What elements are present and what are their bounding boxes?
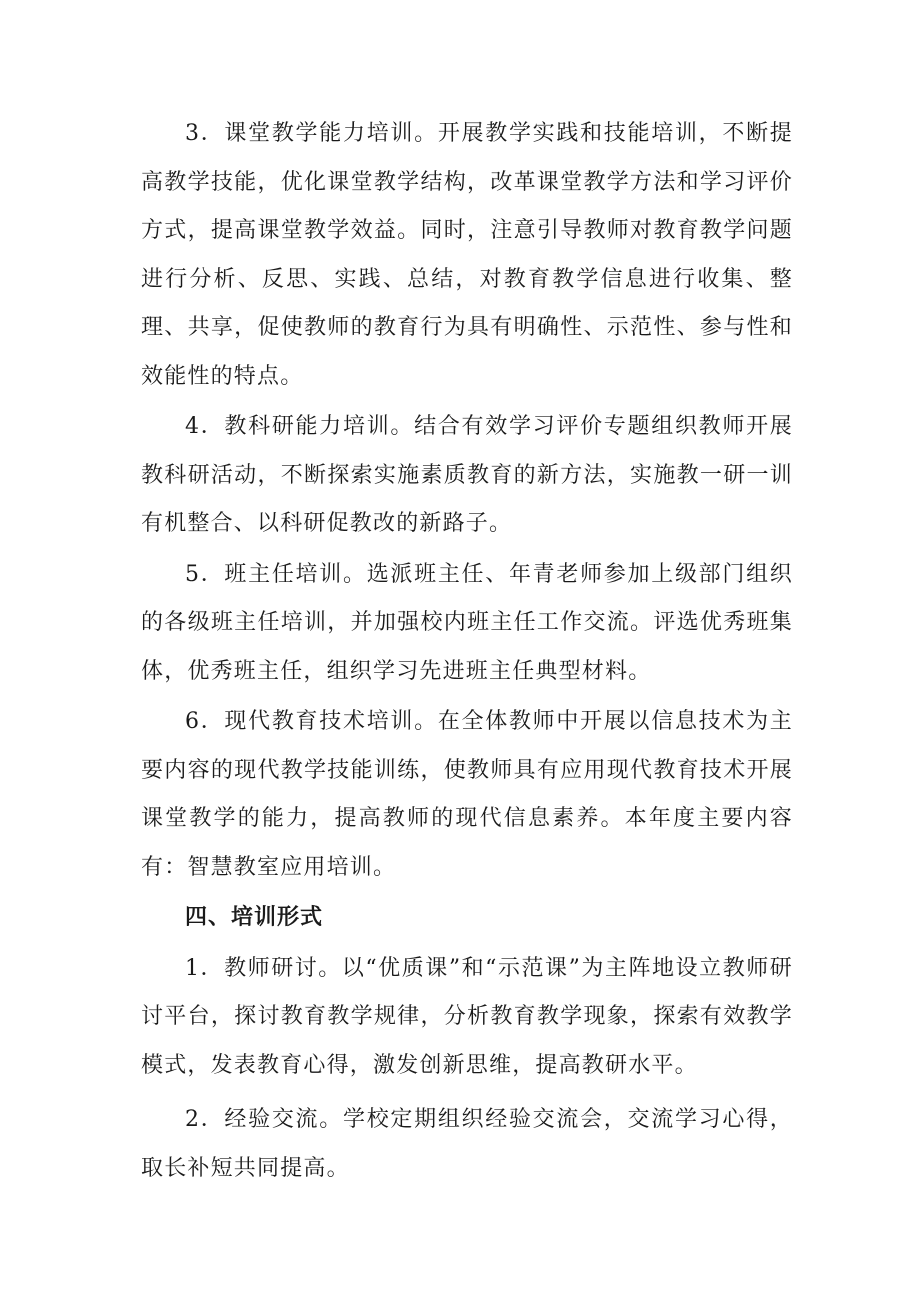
paragraph-modern-technology-training: 6．现代教育技术培训。在全体教师中开展以信息技术为主要内容的现代教学技能训练，使教师具有应用现代教育技术开展课堂教学的能力，提高教师的现代信息素养。本年度主要内容有：智慧教室应用培训。 bbox=[141, 709, 793, 880]
paragraph-teacher-discussion: 1．教师研讨。以“优质课”和“示范课”为主阵地设立教师研讨平台，探讨教育教学规律，分析教育教学现象，探索有效教学模式，发表教育心得，激发创新思维，提高教研水平。 bbox=[141, 955, 793, 1078]
paragraph-head-teacher-training: 5．班主任培训。选派班主任、年青老师参加上级部门组织的各级班主任培训，并加强校内班主任工作交流。评选优秀班集体，优秀班主任，组织学习先进班主任典型材料。 bbox=[141, 561, 793, 684]
paragraph-classroom-teaching-training: 3．课堂教学能力培训。开展教学实践和技能培训，不断提高教学技能，优化课堂教学结构，改革课堂教学方法和学习评价方式，提高课堂教学效益。同时，注意引导教师对教育教学问题进行分析、反思、实践、总结，对教育教学信息进行收集、整理、共享，促使教师的教育行为具有明确性、示范性、参与性和效能性的特点。 bbox=[141, 121, 793, 389]
paragraph-experience-exchange: 2．经验交流。学校定期组织经验交流会，交流学习心得，取长补短共同提高。 bbox=[141, 1107, 793, 1181]
paragraph-research-training: 4．教科研能力培训。结合有效学习评价专题组织教师开展教科研活动，不断探索实施素质教育的新方法，实施教一研一训有机整合、以科研促教改的新路子。 bbox=[141, 414, 793, 536]
section-heading-training-forms: 四、培训形式 bbox=[185, 905, 324, 930]
document-body bbox=[141, 110, 793, 1193]
